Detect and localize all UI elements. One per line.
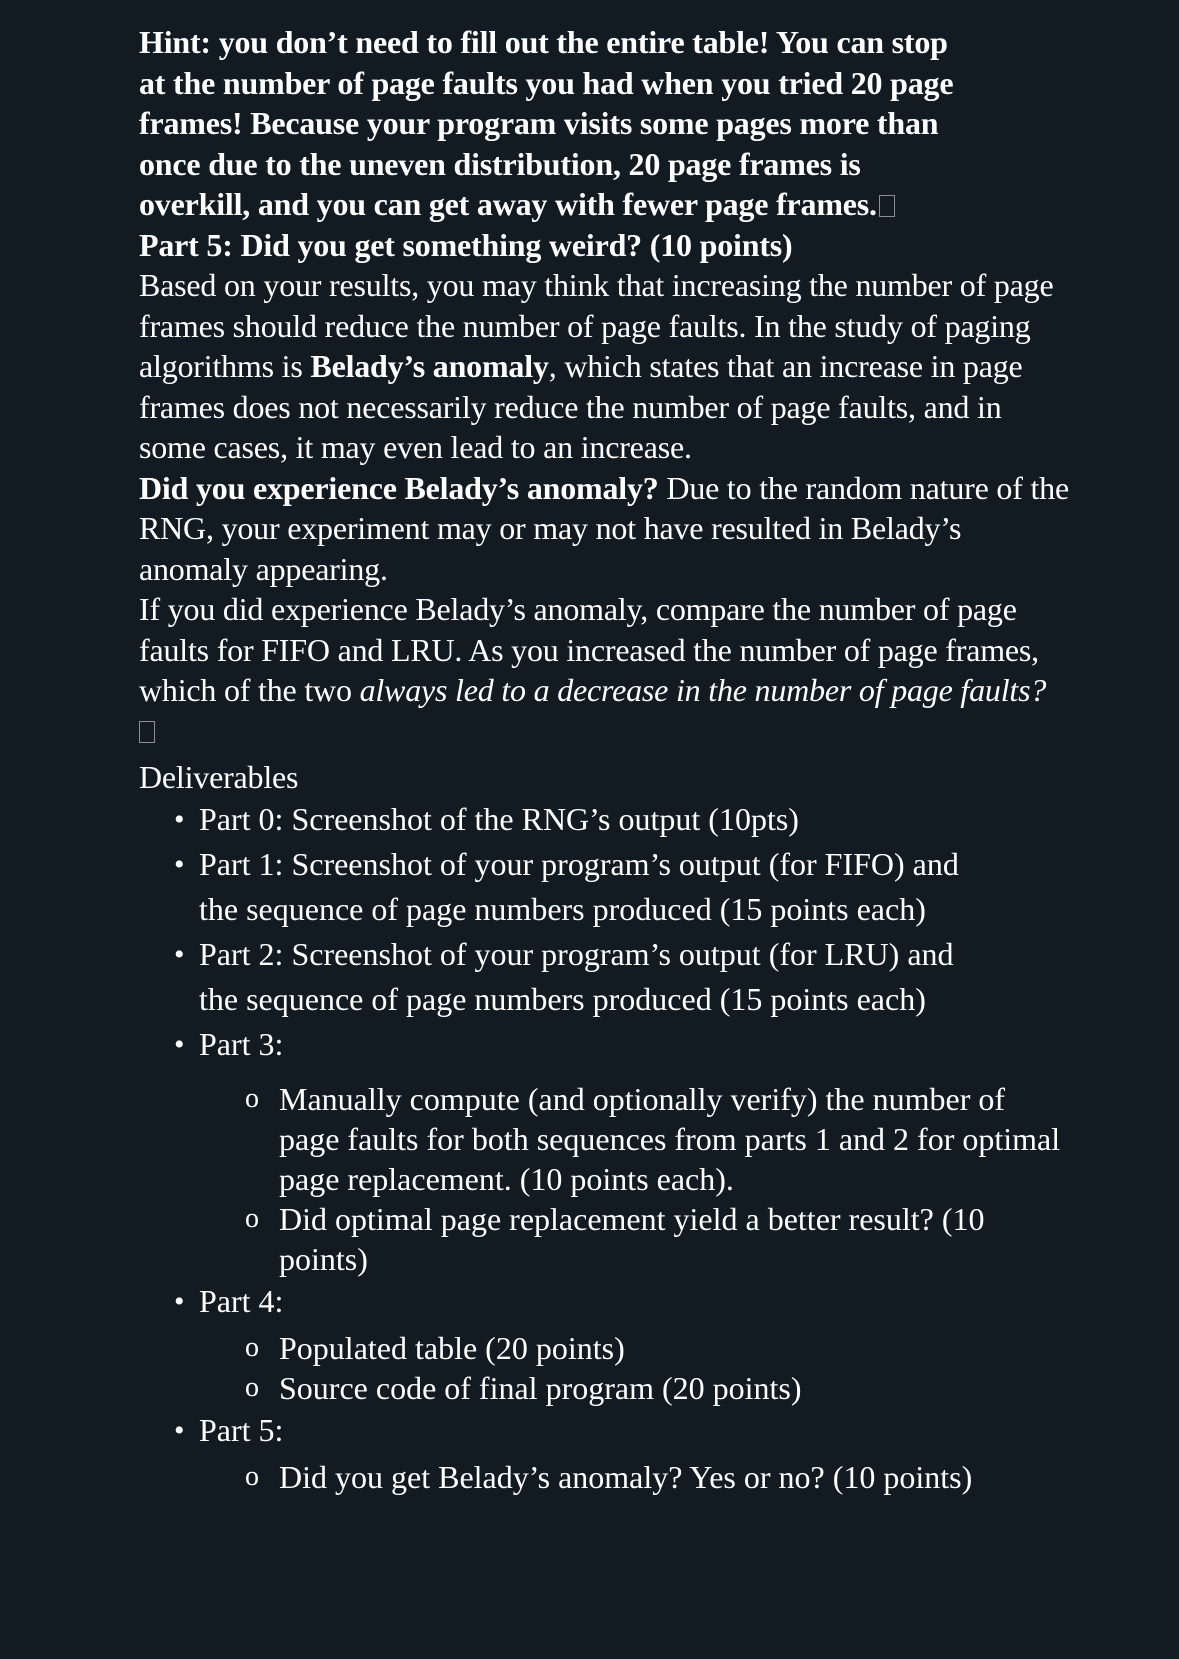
circle-bullet-icon: o [245, 1083, 259, 1114]
sub-list [199, 1328, 1069, 1408]
missing-glyph-box-icon [879, 195, 895, 217]
hint-line: once due to the uneven distribution, 20 page frames is [139, 145, 861, 182]
bullet-icon: • [174, 1414, 185, 1447]
hint-line: at the number of page faults you had when you tried 20 page [139, 64, 954, 101]
bullet-icon: • [174, 1285, 185, 1318]
sub-item: o Source code of final program (20 points) [245, 1370, 802, 1406]
circle-bullet-icon: o [245, 1203, 259, 1234]
deliverable-item: • Part 1: Screenshot of your program’s output (for FIFO) and the sequence of page numbers produced (15 points each) [139, 842, 1069, 932]
bullet-icon: • [174, 938, 185, 971]
bullet-icon: • [174, 848, 185, 881]
sub-item: o Manually compute (and optionally verify) the number of page faults for both sequences from parts 1 and 2 for optimal page replacement. (10 points each). [245, 1081, 1061, 1197]
deliverable-item: • Part 0: Screenshot of the RNG’s output (10pts) [139, 797, 1069, 842]
document-page [139, 22, 1069, 1497]
deliverables-title: Deliverables [139, 758, 299, 795]
circle-bullet-icon: o [245, 1372, 259, 1403]
missing-glyph-box-icon [139, 721, 155, 743]
part5-heading: Part 5: Did you get something weird? (10 points) [139, 226, 793, 263]
sub-item: o Populated table (20 points) [245, 1330, 625, 1366]
hint-line: frames! Because your program visits some pages more than [139, 105, 939, 141]
placeholder-line [139, 711, 1069, 751]
sub-item: o Did optimal page replacement yield a better result? (10 points) [245, 1201, 985, 1277]
sub-item: o Did you get Belady’s anomaly? Yes or no? (10 points) [245, 1459, 973, 1495]
deliverable-item: • Part 2: Screenshot of your program’s output (for LRU) and the sequence of page numbers produced (15 points each) [139, 932, 1069, 1022]
part5-paragraph-3: If you did experience Belady’s anomaly, compare the number of page faults for FIFO and LRU. As you increased the number of page frames, which of the two always led to a decrease in the number of page faults? [139, 591, 1047, 708]
hint-line: overkill, and you can get away with fewer page frames. [139, 184, 1069, 225]
circle-bullet-icon: o [245, 1332, 259, 1363]
hint-block [139, 22, 1069, 225]
deliverables-list [139, 797, 1069, 1497]
deliverable-item: • Part 5: o Did you get Belady’s anomaly? Yes or no? (10 points) [139, 1408, 1069, 1497]
deliverable-item: • Part 4: o Populated table (20 points) o Source code of final program (20 points) [139, 1279, 1069, 1408]
part5-paragraph-2: Did you experience Belady’s anomaly? Due to the random nature of the RNG, your experiment may or may not have resulted in Belady’s anomaly appearing. [139, 469, 1069, 587]
bullet-icon: • [174, 803, 185, 836]
bullet-icon: • [174, 1028, 185, 1061]
deliverable-item: • Part 3: o Manually compute (and optionally verify) the number of page faults for both sequences from parts 1 and 2 for optimal page replacement. (10 points each). o Did optimal page replacement yield a better result? (10 points) [139, 1022, 1069, 1279]
hint-line: Hint: you don’t need to fill out the entire table! You can stop [139, 24, 948, 60]
circle-bullet-icon: o [245, 1461, 259, 1492]
sub-list [199, 1079, 1069, 1279]
sub-list [199, 1457, 1069, 1497]
part5-paragraph-1: Based on your results, you may think that increasing the number of page frames should reduce the number of page faults. In the study of paging algorithms is Belady’s anomaly, which states that an increase in page frames does not necessarily reduce the number of page faults, and in some cases, it may even lead to an increase. [139, 267, 1054, 465]
